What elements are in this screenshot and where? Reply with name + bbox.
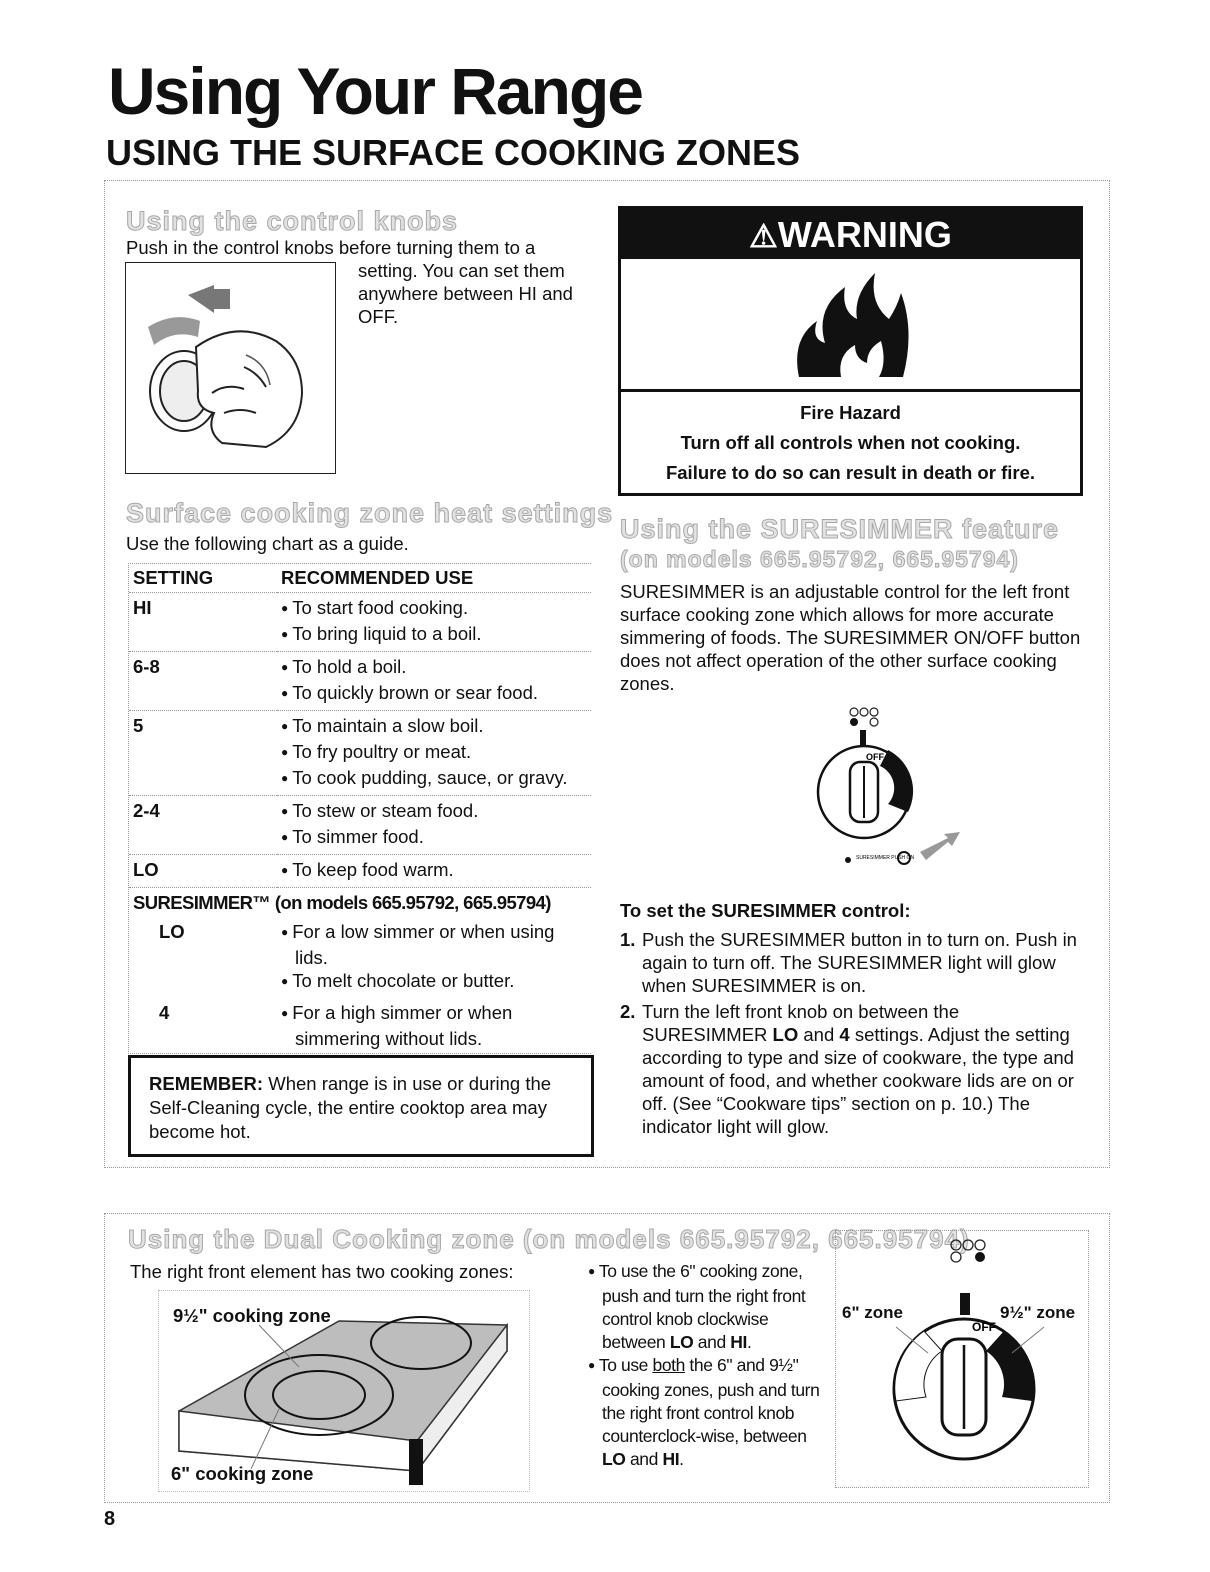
use-item: ● To maintain a slow boil. <box>281 714 587 740</box>
table-row <box>129 711 591 796</box>
setting-cell: 2-4 <box>129 796 277 855</box>
dual-knob-off-label: OFF <box>972 1320 996 1334</box>
warning-label: WARNING <box>777 214 952 255</box>
use-item: ● For a low simmer or when using lids. <box>281 920 587 969</box>
warning-triangle-icon: ⚠ <box>749 218 778 254</box>
step-item: 2. Turn the left front knob on between the SURESIMMER LO and 4 settings. Adjust the setting according to type and size of cookware, the type and amount of food, and whether cookware lids are on or off. (See “Cookware tips” section on p. 10.) The indicator light will glow. <box>620 1001 1074 1137</box>
knob-9-zone-label: 9½" zone <box>1000 1303 1076 1322</box>
dual-zone-bullet-2: ● To use both the 6" and 9½" cooking zones, push and turn the right front control knob counterclock-wise, between LO and HI. <box>588 1354 830 1471</box>
warning-line-1: Turn off all controls when not cooking. <box>680 432 1021 453</box>
page-number: 8 <box>104 1508 116 1530</box>
suresimmer-models: (on models 665.95792, 665.95794) <box>620 546 1019 572</box>
suresimmer-button-label: SURESIMMER PUSH ON <box>856 855 915 861</box>
fire-icon <box>771 259 931 381</box>
setting-cell: HI <box>129 593 277 652</box>
step-text: Push the SURESIMMER button in to turn on. Push in again to turn off. The SURESIMMER light will glow when SURESIMMER is on. <box>642 929 1077 996</box>
suresimmer-description: SURESIMMER is an adjustable control for the left front surface cooking zone which allows for more accurate simmering of foods. The SURESIMMER ON/OFF button does not affect operation of the other surface cooking zones. <box>620 581 1081 694</box>
heat-settings-intro: Use the following chart as a guide. <box>126 533 409 554</box>
suresimmer-row-label: SURESIMMER™ (on models 665.95792, 665.95794) <box>133 892 551 913</box>
small-zone-label: 6" cooking zone <box>171 1463 314 1484</box>
use-item: ● To bring liquid to a boil. <box>281 622 587 648</box>
suresimmer-knob-illustration <box>770 700 970 880</box>
use-item: ● To hold a boil. <box>281 655 587 681</box>
dual-zone-cooktop-illustration <box>158 1290 530 1492</box>
column-header-setting: SETTING <box>129 564 277 593</box>
heat-settings-table <box>128 563 591 1054</box>
use-item: ● To start food cooking. <box>281 596 587 622</box>
remember-text: When range is in use or during the Self-Cleaning cycle, the entire cooktop area may become hot. <box>149 1073 552 1142</box>
setting-cell: LO <box>129 855 277 888</box>
heat-settings-heading: Surface cooking zone heat settings <box>126 498 614 528</box>
table-row <box>129 855 591 888</box>
table-row <box>129 998 591 1053</box>
suresimmer-heading: Using the SURESIMMER feature <box>620 514 1060 544</box>
use-item: ● To melt chocolate or butter. <box>281 969 587 995</box>
control-knobs-text-lead: Push in the control knobs before turning them to a <box>126 237 536 258</box>
suresimmer-steps <box>620 928 1088 1141</box>
warning-box <box>618 206 1083 496</box>
column-header-use: RECOMMENDED USE <box>277 564 591 593</box>
hand-pushing-knob-icon <box>126 263 335 473</box>
zone-indicator-icon <box>951 1240 985 1262</box>
table-row <box>129 917 591 998</box>
table-row <box>129 593 591 652</box>
control-knobs-heading: Using the control knobs <box>126 206 459 236</box>
large-zone-label: 9½" cooking zone <box>173 1305 331 1326</box>
warning-header <box>621 209 1080 259</box>
use-item: ● To quickly brown or sear food. <box>281 681 587 707</box>
use-item: ● To fry poultry or meat. <box>281 740 587 766</box>
use-item: ● To simmer food. <box>281 825 587 851</box>
dual-zone-bullets <box>588 1260 830 1471</box>
remember-box <box>128 1055 594 1157</box>
fire-icon-area <box>621 259 1080 392</box>
warning-hazard: Fire Hazard <box>800 402 901 423</box>
use-item: ● For a high simmer or when simmering without lids. <box>281 1001 587 1050</box>
setting-cell: LO <box>159 921 185 942</box>
suresimmer-steps-heading: To set the SURESIMMER control: <box>620 900 911 921</box>
table-row <box>129 652 591 711</box>
section-subtitle: USING THE SURFACE COOKING ZONES <box>106 132 801 173</box>
use-item: ● To keep food warm. <box>281 858 587 884</box>
push-arrow-icon <box>920 832 960 860</box>
use-item: ● To stew or steam food. <box>281 799 587 825</box>
setting-cell: 4 <box>159 1002 170 1023</box>
control-knob-illustration <box>125 262 336 474</box>
knob-6-zone-label: 6" zone <box>842 1303 903 1322</box>
setting-cell: 5 <box>129 711 277 796</box>
knob-off-label: OFF <box>866 752 884 762</box>
dual-zone-bullet-1: ● To use the 6" cooking zone, push and turn the right front control knob clockwise between LO and HI. <box>588 1260 830 1354</box>
dual-zone-intro: The right front element has two cooking zones: <box>130 1261 514 1282</box>
step-item: 1. Push the SURESIMMER button in to turn on. Push in again to turn off. The SURESIMMER light will glow when SURESIMMER is on. <box>620 929 1077 996</box>
control-knobs-text-rest: setting. You can set them anywhere between HI and OFF. <box>358 260 573 327</box>
table-row <box>129 796 591 855</box>
table-row <box>129 888 591 918</box>
dual-zone-heading: Using the Dual Cooking zone (on models 665.95792, 665.95794) <box>128 1224 970 1254</box>
page-title: Using Your Range <box>108 54 642 128</box>
use-item: ● To cook pudding, sauce, or gravy. <box>281 766 587 792</box>
setting-cell: 6-8 <box>129 652 277 711</box>
zone-indicator-icon <box>850 708 878 726</box>
warning-line-2: Failure to do so can result in death or fire. <box>665 462 1036 483</box>
dual-zone-knob-illustration <box>835 1230 1089 1488</box>
remember-label: REMEMBER: <box>149 1073 264 1094</box>
